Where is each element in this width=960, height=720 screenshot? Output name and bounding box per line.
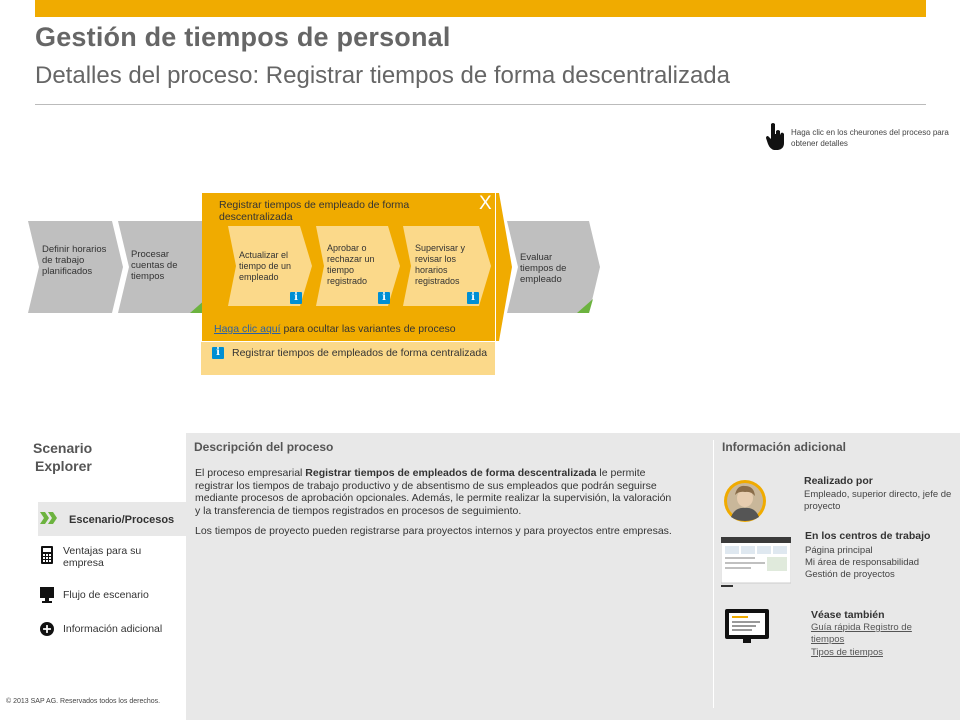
substep-update-time[interactable] <box>228 226 322 306</box>
substep-label: Supervisar y revisar los horarios registrados <box>415 243 466 286</box>
info-icon[interactable]: i <box>378 292 390 304</box>
substep-label: Actualizar el tiempo de un empleado <box>239 250 292 282</box>
performed-by-text: Empleado, superior directo, jefe de proyecto <box>804 489 952 512</box>
nav-item-scenario-flow[interactable]: Flujo de escenario <box>63 589 149 601</box>
monitor-icon <box>40 586 54 604</box>
double-chevron-icon <box>40 512 58 524</box>
time-types-link[interactable]: Tipos de tiempos <box>811 647 883 658</box>
close-button[interactable]: X <box>479 193 492 214</box>
person-avatar-icon <box>723 479 767 523</box>
plus-circle-icon <box>40 620 54 638</box>
chevron-process-time-accounts[interactable] <box>118 221 213 313</box>
variant-label: Registrar tiempos de empleados de forma centralizada <box>232 347 488 359</box>
see-also-heading: Véase también <box>811 609 885 621</box>
chevron-label: Definir horarios de trabajo planificados <box>42 244 107 277</box>
page-subtitle: Detalles del proceso: Registrar tiempos de forma descentralizada <box>35 62 731 89</box>
nav-item-additional-info[interactable]: Información adicional <box>63 623 163 635</box>
hide-variants-line <box>214 323 456 335</box>
substep-review-times[interactable] <box>403 226 497 306</box>
substep-label: Aprobar o rechazar un tiempo registrado <box>327 243 375 286</box>
hide-variants-link[interactable]: Haga clic aquí <box>214 323 281 335</box>
work-center-item: Página principal <box>805 545 873 556</box>
title-divider <box>35 104 926 105</box>
nav-label: Escenario/Procesos <box>69 514 175 526</box>
page-title: Gestión de tiempos de personal <box>35 22 451 52</box>
copyright-footer: © 2013 SAP AG. Reservados todos los derechos. <box>6 698 161 705</box>
substep-approve-reject[interactable] <box>316 226 410 306</box>
hide-variants-text: para ocultar las variantes de proceso <box>280 323 456 335</box>
info-icon[interactable]: i <box>467 292 479 304</box>
description-body: El proceso empresarial Registrar tiempos de empleados de forma descentralizada le permite registrar los tiempos de trabajo productivo y de absentismo de sus empleados que podrán seguirse mediante procesos de aprobación opcionales. Además, le permite realizar la supervisión, la valoración y la transferencia de tiempos registrados en procesos de seguimiento. Los tiempos de proyecto pueden registrarse para proyectos internos y para proyectos entre empresas. <box>195 467 672 537</box>
additional-info-title: Información adicional <box>722 440 847 454</box>
column-divider <box>713 440 714 708</box>
chevron-label: Procesar cuentas de tiempos <box>131 249 178 282</box>
info-icon[interactable]: i <box>212 347 224 359</box>
quick-guide-link[interactable]: Guía rápida Registro de tiempos <box>811 622 912 645</box>
work-center-item: Mi área de responsabilidad <box>805 557 920 568</box>
calculator-icon <box>40 546 54 564</box>
work-centers-heading: En los centros de trabajo <box>805 530 931 542</box>
screenshot-thumbnail-icon <box>721 537 791 587</box>
top-accent-bar <box>35 0 926 17</box>
info-icon[interactable]: i <box>290 292 302 304</box>
chevron-define-schedules[interactable] <box>28 221 123 313</box>
chevron-evaluate-times[interactable] <box>507 221 602 313</box>
nav-item-benefits[interactable]: Ventajas para su empresa <box>63 545 142 569</box>
scenario-explorer-title: Scenario Explorer <box>33 440 93 474</box>
chevron-label: Evaluar tiempos de empleado <box>520 252 567 285</box>
work-center-item: Gestión de proyectos <box>805 569 895 580</box>
description-title: Descripción del proceso <box>194 440 334 454</box>
performed-by-heading: Realizado por <box>804 475 873 487</box>
expanded-process-title: Registrar tiempos de empleado de forma descentralizada <box>219 199 410 223</box>
hint-text: Haga clic en los cheurones del proceso para obtener detalles <box>791 128 949 148</box>
document-screen-icon <box>725 609 769 643</box>
hand-pointer-icon <box>765 122 787 152</box>
